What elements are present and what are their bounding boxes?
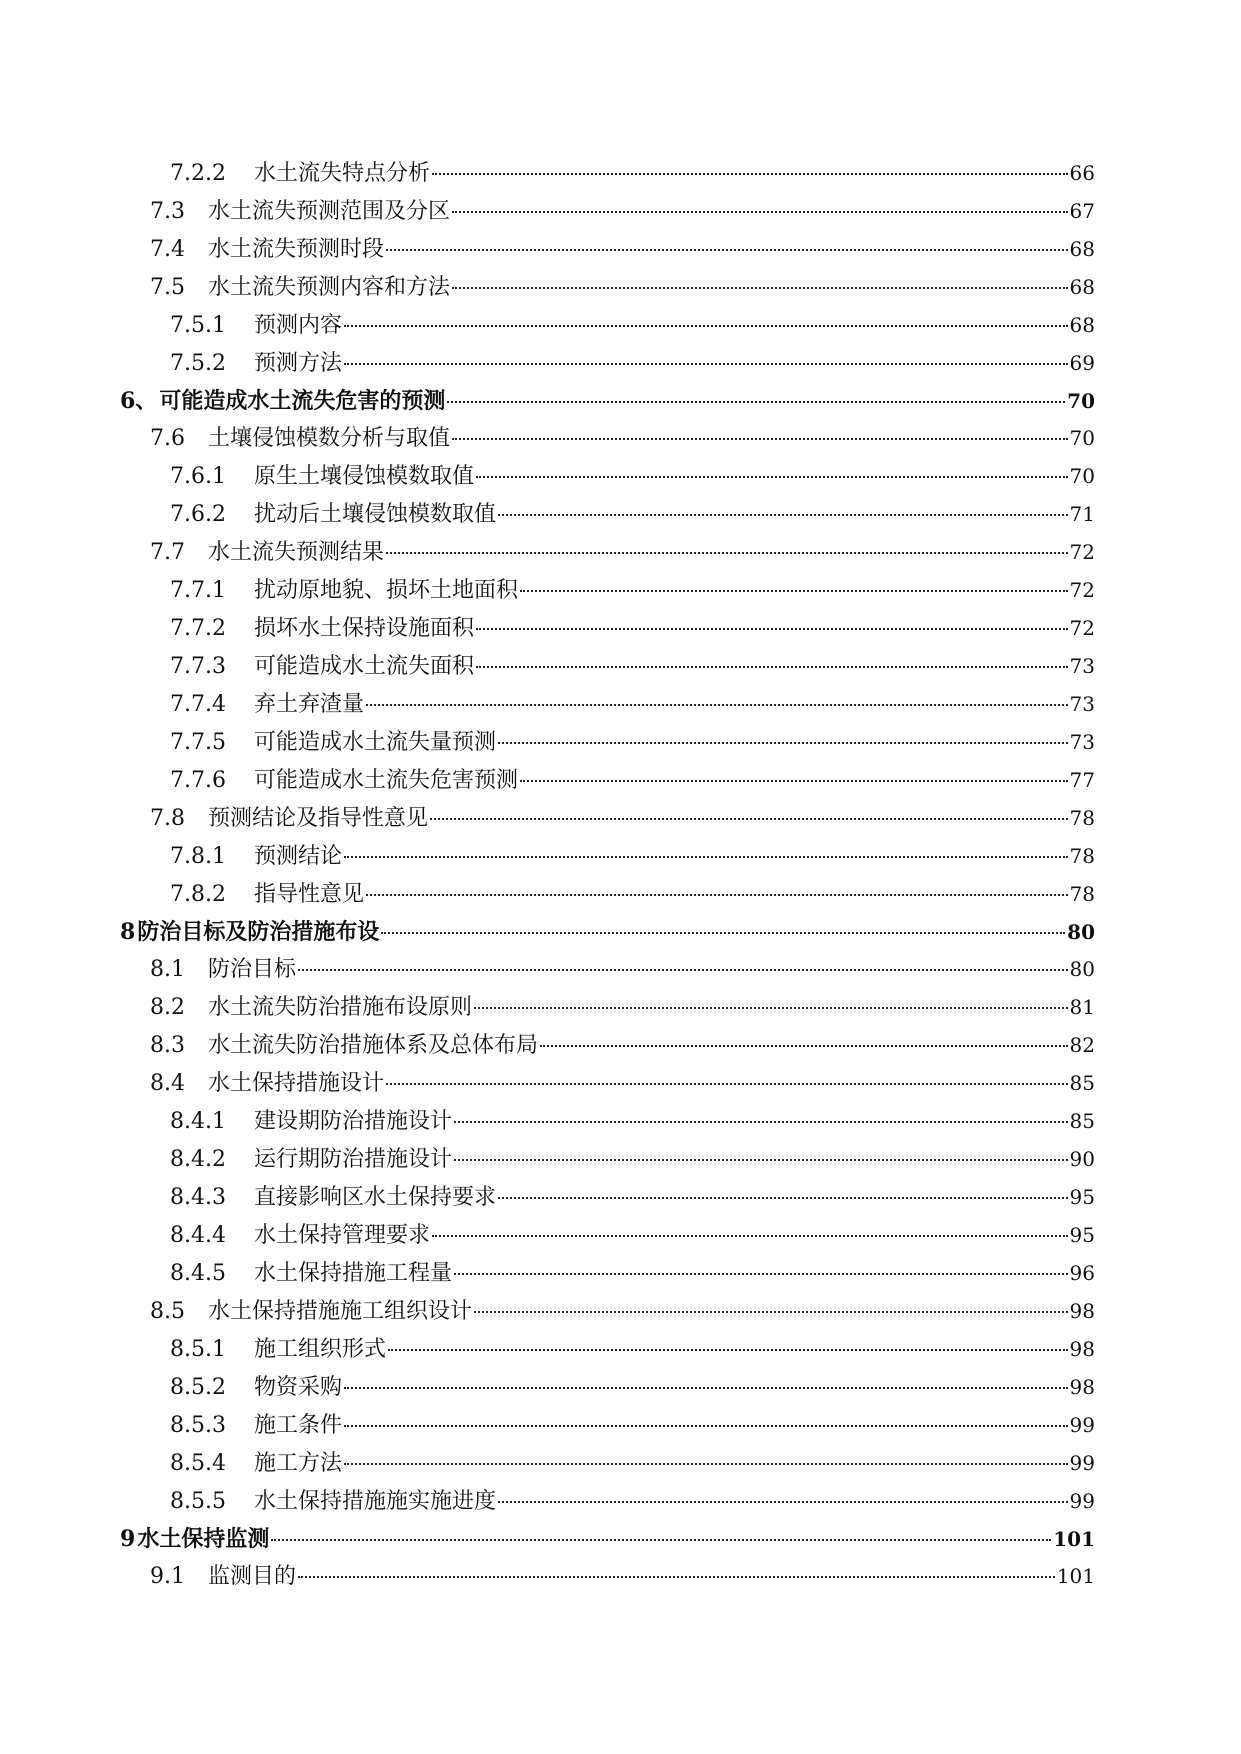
toc-entry-number: 7.3 xyxy=(150,199,185,224)
toc-entry-number: 7.7.5 xyxy=(170,730,226,755)
toc-entry-number: 8.4 xyxy=(150,1071,185,1096)
dot-leader xyxy=(520,780,1068,782)
toc-entry-number: 8 xyxy=(120,919,136,945)
toc-entry[interactable] xyxy=(120,424,1095,453)
toc-entry-title: 可能造成水土流失面积 xyxy=(254,654,475,679)
toc-entry-page: 67 xyxy=(1069,199,1095,223)
dot-leader xyxy=(454,1159,1068,1161)
toc-entry-number: 8.5.1 xyxy=(170,1337,226,1362)
dot-leader xyxy=(366,704,1068,706)
toc-entry-title: 施工条件 xyxy=(254,1413,343,1438)
toc-entry-title: 直接影响区水土保持要求 xyxy=(254,1185,497,1210)
toc-entry-page: 78 xyxy=(1069,882,1095,906)
toc-entry[interactable] xyxy=(120,804,1095,833)
toc-entry[interactable] xyxy=(120,500,1095,529)
toc-entry[interactable] xyxy=(120,1069,1095,1098)
toc-entry-number: 8.3 xyxy=(150,1033,185,1058)
toc-entry-title: 水土流失防治措施布设原则 xyxy=(208,995,473,1020)
toc-entry[interactable] xyxy=(120,1221,1095,1250)
toc-entry-number: 8.5.3 xyxy=(170,1413,226,1438)
toc-entry-page: 73 xyxy=(1069,730,1095,754)
toc-entry-page: 69 xyxy=(1069,351,1095,375)
toc-entry-title: 水土流失特点分析 xyxy=(254,161,431,186)
toc-entry[interactable] xyxy=(120,1031,1095,1060)
toc-entry-title: 预测内容 xyxy=(254,313,343,338)
dot-leader xyxy=(381,932,1065,934)
toc-entry-number: 7.7.2 xyxy=(170,616,226,641)
toc-entry-number: 8.4.3 xyxy=(170,1185,226,1210)
toc-entry-title: 防治目标及防治措施布设 xyxy=(137,919,380,945)
toc-entry-number: 7.6 xyxy=(150,426,185,451)
toc-entry[interactable] xyxy=(120,349,1095,378)
toc-entry[interactable] xyxy=(120,1107,1095,1136)
toc-entry[interactable] xyxy=(120,842,1095,871)
toc-entry-page: 99 xyxy=(1069,1413,1095,1437)
toc-entry[interactable] xyxy=(120,1411,1095,1440)
toc-entry-title: 弃土弃渣量 xyxy=(254,692,365,717)
toc-entry-number: 7.4 xyxy=(150,237,185,262)
dot-leader xyxy=(432,173,1068,175)
dot-leader xyxy=(388,1349,1068,1351)
dot-leader xyxy=(476,628,1068,630)
toc-entry-title: 可能造成水土流失危害预测 xyxy=(254,768,519,793)
dot-leader xyxy=(344,1425,1068,1427)
dot-leader xyxy=(271,1539,1051,1541)
toc-entry[interactable] xyxy=(120,159,1095,188)
toc-entry-title: 水土流失预测时段 xyxy=(208,237,385,262)
toc-entry-number: 7.7.3 xyxy=(170,654,226,679)
dot-leader xyxy=(432,1235,1068,1237)
toc-entry-number: 7.2.2 xyxy=(170,161,226,186)
toc-entry-page: 70 xyxy=(1067,389,1095,413)
toc-entry[interactable] xyxy=(120,1335,1095,1364)
toc-entry-number: 7.7 xyxy=(150,540,185,565)
toc-entry[interactable] xyxy=(120,235,1095,264)
dot-leader xyxy=(344,1463,1068,1465)
toc-entry-number: 7.6.2 xyxy=(170,502,226,527)
dot-leader xyxy=(474,1311,1068,1313)
toc-entry-page: 99 xyxy=(1069,1489,1095,1513)
toc-entry[interactable] xyxy=(120,614,1095,643)
toc-entry-title: 防治目标 xyxy=(208,957,297,982)
toc-entry-page: 98 xyxy=(1069,1375,1095,1399)
toc-entry-number: 7.8.2 xyxy=(170,882,226,907)
toc-entry[interactable] xyxy=(120,1487,1095,1516)
toc-entry-title: 损坏水土保持设施面积 xyxy=(254,616,475,641)
toc-entry-number: 8.4.5 xyxy=(170,1261,226,1286)
toc-entry-page: 82 xyxy=(1069,1033,1095,1057)
toc-entry[interactable] xyxy=(120,273,1095,302)
dot-leader xyxy=(344,325,1068,327)
dot-leader xyxy=(344,363,1068,365)
toc-entry[interactable] xyxy=(120,1449,1095,1478)
toc-entry[interactable] xyxy=(120,955,1095,984)
toc-entry[interactable] xyxy=(120,1373,1095,1402)
toc-entry[interactable] xyxy=(120,311,1095,340)
dot-leader xyxy=(476,666,1068,668)
dot-leader xyxy=(344,1387,1068,1389)
dot-leader xyxy=(498,1197,1068,1199)
toc-entry-page: 85 xyxy=(1069,1109,1095,1133)
toc-entry[interactable] xyxy=(120,1297,1095,1326)
toc-entry-title: 水土保持措施工程量 xyxy=(254,1261,453,1286)
toc-entry-title: 水土流失预测结果 xyxy=(208,540,385,565)
toc-entry-title: 指导性意见 xyxy=(254,882,365,907)
toc-entry-number: 8.2 xyxy=(150,995,185,1020)
toc-entry-title: 水土保持管理要求 xyxy=(254,1223,431,1248)
dot-leader xyxy=(430,818,1068,820)
toc-entry-page: 70 xyxy=(1069,426,1095,450)
dot-leader xyxy=(520,590,1068,592)
toc-entry[interactable] xyxy=(120,1259,1095,1288)
dot-leader xyxy=(454,1273,1068,1275)
toc-entry-number: 7.7.4 xyxy=(170,692,226,717)
toc-entry-title: 预测结论 xyxy=(254,844,343,869)
toc-entry[interactable] xyxy=(120,197,1095,226)
dot-leader xyxy=(498,1501,1068,1503)
dot-leader xyxy=(474,1007,1068,1009)
toc-entry-number: 7.7.6 xyxy=(170,768,226,793)
toc-entry-title: 运行期防治措施设计 xyxy=(254,1147,453,1172)
table-of-contents xyxy=(120,150,1095,1591)
toc-entry-page: 98 xyxy=(1069,1337,1095,1361)
toc-entry-page: 71 xyxy=(1069,502,1095,526)
toc-entry[interactable] xyxy=(120,1562,1095,1591)
toc-entry-number: 7.8.1 xyxy=(170,844,226,869)
toc-entry-title: 扰动原地貌、损坏土地面积 xyxy=(254,578,519,603)
toc-entry[interactable] xyxy=(120,880,1095,909)
toc-entry-title: 水土保持措施设计 xyxy=(208,1071,385,1096)
toc-entry-title: 可能造成水土流失量预测 xyxy=(254,730,497,755)
toc-entry-number: 8.4.1 xyxy=(170,1109,226,1134)
toc-entry-number: 9 xyxy=(120,1526,136,1552)
toc-entry-number: 7.7.1 xyxy=(170,578,226,603)
toc-entry-number: 7.5.2 xyxy=(170,351,226,376)
dot-leader xyxy=(386,1083,1068,1085)
toc-entry-number: 9.1 xyxy=(150,1564,185,1589)
toc-entry-page: 95 xyxy=(1069,1223,1095,1247)
toc-entry-title: 施工组织形式 xyxy=(254,1337,387,1362)
toc-entry-page: 101 xyxy=(1056,1564,1095,1588)
toc-entry-title: 水土保持措施施工组织设计 xyxy=(208,1299,473,1324)
toc-entry-page: 72 xyxy=(1069,616,1095,640)
dot-leader xyxy=(386,249,1068,251)
dot-leader xyxy=(452,211,1068,213)
toc-entry-title: 水土保持措施施实施进度 xyxy=(254,1489,497,1514)
dot-leader xyxy=(366,894,1068,896)
toc-entry-page: 95 xyxy=(1069,1185,1095,1209)
toc-entry[interactable] xyxy=(120,1183,1095,1212)
toc-entry[interactable] xyxy=(120,387,1095,415)
toc-entry-title: 水土流失防治措施体系及总体布局 xyxy=(208,1033,539,1058)
toc-entry[interactable] xyxy=(120,1525,1095,1553)
toc-entry-title: 物资采购 xyxy=(254,1375,343,1400)
dot-leader xyxy=(344,856,1068,858)
toc-entry-page: 68 xyxy=(1069,237,1095,261)
toc-entry[interactable] xyxy=(120,918,1095,946)
toc-entry-title: 扰动后土壤侵蚀模数取值 xyxy=(254,502,497,527)
dot-leader xyxy=(452,287,1068,289)
toc-entry-page: 96 xyxy=(1069,1261,1095,1285)
dot-leader xyxy=(452,438,1068,440)
toc-entry-number: 8.5.5 xyxy=(170,1489,226,1514)
toc-entry-page: 85 xyxy=(1069,1071,1095,1095)
toc-entry[interactable] xyxy=(120,652,1095,681)
toc-entry[interactable] xyxy=(120,1145,1095,1174)
toc-entry[interactable] xyxy=(120,690,1095,719)
toc-entry-number: 8.5.4 xyxy=(170,1451,226,1476)
toc-entry-number: 8.4.4 xyxy=(170,1223,226,1248)
toc-entry[interactable] xyxy=(120,462,1095,491)
toc-entry-page: 66 xyxy=(1069,161,1095,185)
toc-entry-page: 90 xyxy=(1069,1147,1095,1171)
toc-entry-number: 8.5.2 xyxy=(170,1375,226,1400)
toc-entry[interactable] xyxy=(120,993,1095,1022)
toc-entry-number: 7.8 xyxy=(150,806,185,831)
toc-entry-title: 监测目的 xyxy=(208,1564,297,1589)
toc-entry[interactable] xyxy=(120,538,1095,567)
toc-entry-page: 99 xyxy=(1069,1451,1095,1475)
toc-entry-title: 预测结论及指导性意见 xyxy=(208,806,429,831)
toc-entry-title: 建设期防治措施设计 xyxy=(254,1109,453,1134)
toc-entry-number: 8.4.2 xyxy=(170,1147,226,1172)
dot-leader xyxy=(447,401,1065,403)
toc-entry-title: 可能造成水土流失危害的预测 xyxy=(159,388,446,414)
toc-entry-page: 81 xyxy=(1069,995,1095,1019)
dot-leader xyxy=(476,476,1068,478)
toc-entry[interactable] xyxy=(120,576,1095,605)
dot-leader xyxy=(454,1121,1068,1123)
toc-entry[interactable] xyxy=(120,766,1095,795)
toc-entry-number: 6、 xyxy=(120,388,158,414)
dot-leader xyxy=(498,514,1068,516)
dot-leader xyxy=(386,552,1068,554)
toc-entry-page: 101 xyxy=(1053,1527,1095,1551)
toc-entry-title: 施工方法 xyxy=(254,1451,343,1476)
toc-entry-title: 原生土壤侵蚀模数取值 xyxy=(254,464,475,489)
toc-entry-title: 水土流失预测范围及分区 xyxy=(208,199,451,224)
toc-entry-page: 68 xyxy=(1069,313,1095,337)
toc-entry-title: 预测方法 xyxy=(254,351,343,376)
toc-entry-page: 77 xyxy=(1069,768,1095,792)
toc-entry-title: 土壤侵蚀模数分析与取值 xyxy=(208,426,451,451)
toc-entry-page: 78 xyxy=(1069,806,1095,830)
toc-entry-page: 80 xyxy=(1067,920,1095,944)
toc-entry-number: 7.5.1 xyxy=(170,313,226,338)
toc-entry-page: 73 xyxy=(1069,692,1095,716)
toc-entry-number: 7.5 xyxy=(150,275,185,300)
toc-entry-page: 78 xyxy=(1069,844,1095,868)
toc-entry-page: 73 xyxy=(1069,654,1095,678)
toc-entry-number: 8.1 xyxy=(150,957,185,982)
toc-entry-page: 72 xyxy=(1069,540,1095,564)
toc-entry-title: 水土保持监测 xyxy=(137,1526,270,1552)
toc-entry-page: 72 xyxy=(1069,578,1095,602)
toc-entry-page: 68 xyxy=(1069,275,1095,299)
toc-entry-page: 70 xyxy=(1069,464,1095,488)
dot-leader xyxy=(540,1045,1068,1047)
toc-entry-title: 水土流失预测内容和方法 xyxy=(208,275,451,300)
dot-leader xyxy=(298,1576,1055,1578)
toc-entry-number: 8.5 xyxy=(150,1299,185,1324)
dot-leader xyxy=(498,742,1068,744)
toc-entry[interactable] xyxy=(120,728,1095,757)
toc-entry-page: 80 xyxy=(1069,957,1095,981)
toc-entry-page: 98 xyxy=(1069,1299,1095,1323)
dot-leader xyxy=(298,969,1068,971)
toc-entry-number: 7.6.1 xyxy=(170,464,226,489)
